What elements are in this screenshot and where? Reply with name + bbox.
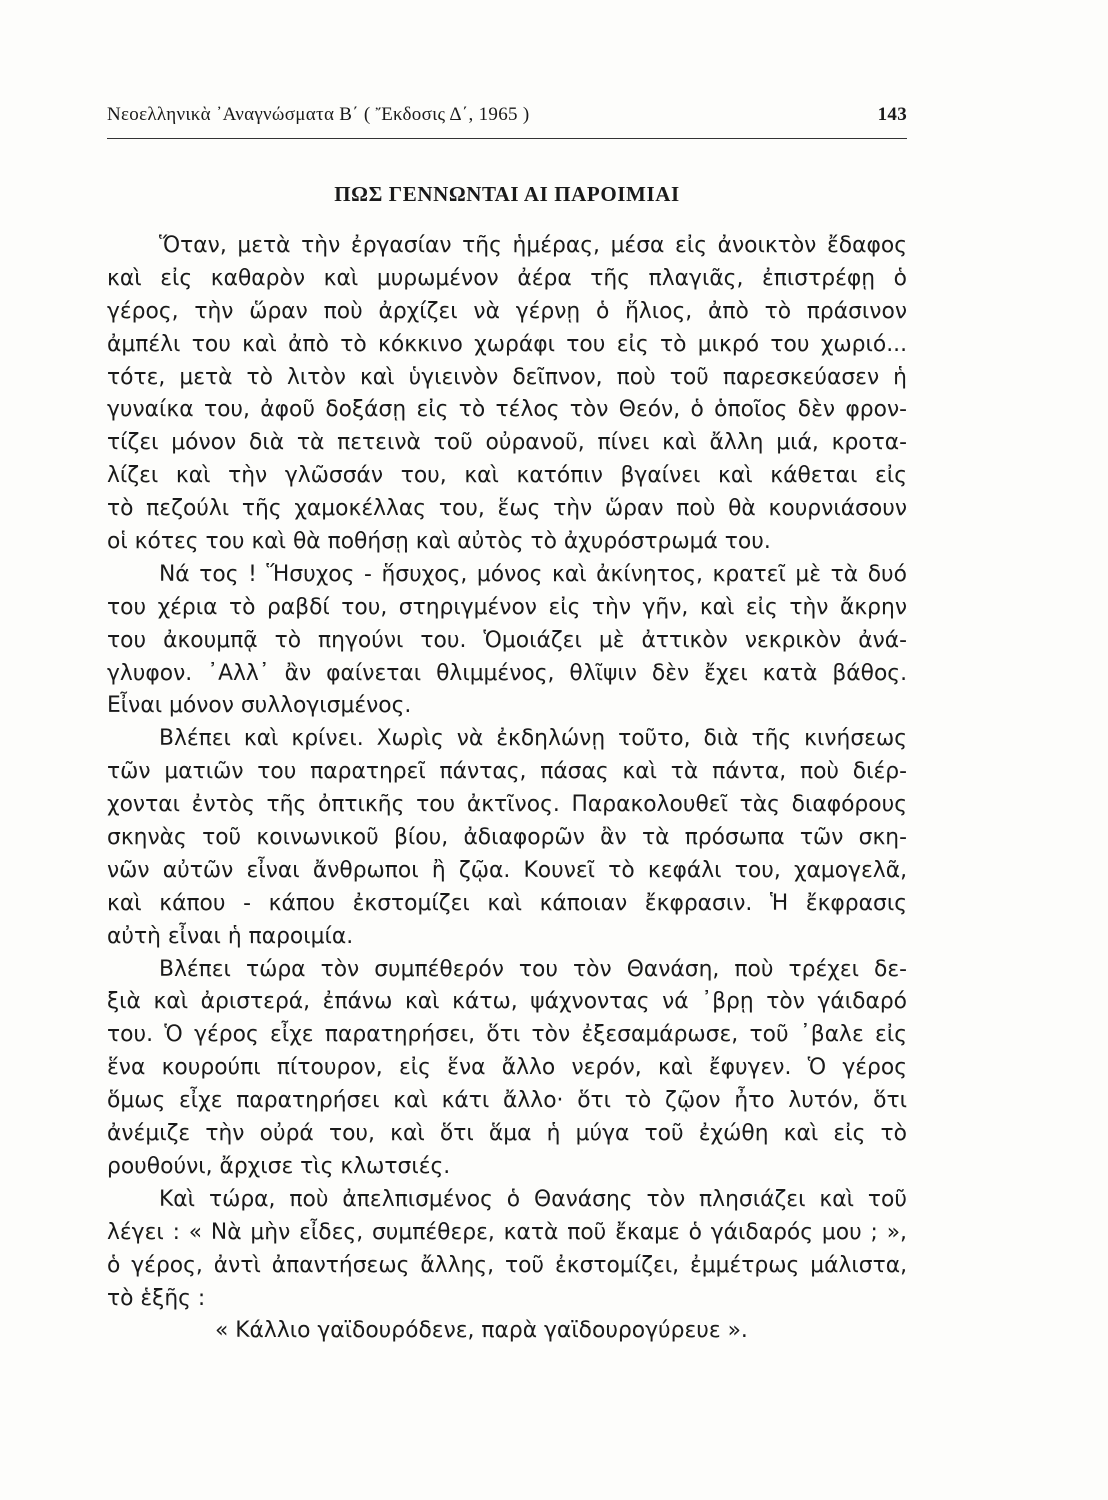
text-line: γλυφον. ᾿Αλλ᾿ ἂν φαίνεται θλιμμένος, θλῖψιν δὲν ἔχει κατὰ βάθος.	[107, 660, 907, 686]
text-line: Εἶναι μόνον συλλογισμένος.	[107, 693, 412, 719]
text-line: χονται ἐντὸς τῆς ὀπτικῆς του ἀκτῖνος. Παρακολουθεῖ τὰς διαφόρους	[107, 792, 907, 818]
text-line: Βλέπει καὶ κρίνει. Χωρὶς νὰ ἐκδηλώνῃ τοῦτο, διὰ τῆς κινήσεως	[159, 726, 907, 752]
text-line: αὐτὴ εἶναι ἡ παροιμία.	[107, 923, 354, 949]
text-line: Νά τος ! Ἥσυχος - ἥσυχος, μόνος καὶ ἀκίνητος, κρατεῖ μὲ τὰ δυό	[159, 561, 907, 587]
text-line: καὶ εἰς καθαρὸν καὶ μυρωμένον ἀέρα τῆς πλαγιᾶς, ἐπιστρέφῃ ὁ	[107, 265, 907, 291]
text-line: τίζει μόνον διὰ τὰ πετεινὰ τοῦ οὐρανοῦ, πίνει καὶ ἄλλη μιά, κροτα-	[107, 430, 907, 456]
text-line: του. Ὁ γέρος εἶχε παρατηρήσει, ὅτι τὸν ἐξεσαμάρωσε, τοῦ ᾿βαλε εἰς	[107, 1022, 907, 1048]
page-number: 143	[877, 104, 907, 125]
text-line: καὶ κάπου - κάπου ἐκστομίζει καὶ κάποιαν ἔκφρασιν. Ἡ ἔκφρασις	[107, 890, 907, 916]
text-line: Καὶ τώρα, ποὺ ἀπελπισμένος ὁ Θανάσης τὸν πλησιάζει καὶ τοῦ	[159, 1186, 907, 1212]
text-line: σκηνὰς τοῦ κοινωνικοῦ βίου, ἀδιαφορῶν ἂν τὰ πρόσωπα τῶν σκη-	[107, 825, 907, 851]
header-rule	[107, 138, 907, 139]
text-line: του ἀκουμπᾷ τὸ πηγούνι του. Ὁμοιάζει μὲ ἀττικὸν νεκρικὸν ἀνά-	[107, 627, 907, 653]
text-line: λίζει καὶ τὴν γλῶσσάν του, καὶ κατόπιν βγαίνει καὶ κάθεται εἰς	[107, 463, 907, 489]
body-text	[107, 230, 907, 1348]
text-line: ὁ γέρος, ἀντὶ ἀπαντήσεως ἄλλης, τοῦ ἐκστομίζει, ἐμμέτρως μάλιστα,	[107, 1252, 907, 1278]
text-line: οἱ κότες του καὶ θὰ ποθήσῃ καὶ αὐτὸς τὸ ἀχυρόστρωμά του.	[107, 529, 771, 555]
running-title: Νεοελληνικὰ ᾿Αναγνώσματα Β΄ ( Ἔκδοσις Δ΄, 1965 )	[107, 104, 530, 125]
text-line: λέγει : « Νὰ μὴν εἶδες, συμπέθερε, κατὰ ποῦ ἔκαμε ὁ γάιδαρός μου ; »,	[107, 1219, 907, 1245]
text-line: ἀνέμιζε τὴν οὐρά του, καὶ ὅτι ἅμα ἡ μύγα τοῦ ἐχώθη καὶ εἰς τὸ	[107, 1121, 907, 1147]
text-line: τῶν ματιῶν του παρατηρεῖ πάντας, πάσας καὶ τὰ πάντα, ποὺ διέρ-	[107, 759, 907, 785]
text-line: ὅμως εἶχε παρατηρήσει καὶ κάτι ἄλλο· ὅτι τὸ ζῷον ἦτο λυτόν, ὅτι	[107, 1088, 907, 1114]
text-line: ἀμπέλι του καὶ ἀπὸ τὸ κόκκινο χωράφι του εἰς τὸ μικρό του χωριό...	[107, 331, 907, 357]
text-line: γυναίκα του, ἀφοῦ δοξάσῃ εἰς τὸ τέλος τὸν Θεόν, ὁ ὁποῖος δὲν φρον-	[107, 397, 907, 423]
text-line: τὸ ἑξῆς :	[107, 1285, 206, 1311]
text-line: ξιὰ καὶ ἀριστερά, ἐπάνω καὶ κάτω, ψάχνοντας νά ᾿βρῃ τὸν γάιδαρό	[107, 989, 907, 1015]
text-line: του χέρια τὸ ραβδί του, στηριγμένον εἰς τὴν γῆν, καὶ εἰς τὴν ἄκρην	[107, 594, 907, 620]
text-line: Βλέπει τώρα τὸν συμπέθερόν του τὸν Θανάση, ποὺ τρέχει δε-	[159, 956, 907, 982]
proverb-quote: « Κάλλιο γαϊδουρόδενε, παρὰ γαϊδουρογύρευε ».	[215, 1318, 748, 1344]
text-line: ρουθούνι, ἄρχισε τὶς κλωτσιές.	[107, 1153, 451, 1179]
running-header	[107, 104, 907, 134]
chapter-title: ΠΩΣ ΓΕΝΝΩΝΤΑΙ ΑΙ ΠΑΡΟΙΜΙΑΙ	[334, 182, 680, 206]
text-line: γέρος, τὴν ὥραν ποὺ ἀρχίζει νὰ γέρνῃ ὁ ἥλιος, ἀπὸ τὸ πράσινον	[107, 298, 907, 324]
text-line: νῶν αὐτῶν εἶναι ἄνθρωποι ἢ ζῷα. Κουνεῖ τὸ κεφάλι του, χαμογελᾶ,	[107, 857, 907, 883]
text-line: τὸ πεζούλι τῆς χαμοκέλλας του, ἕως τὴν ὥραν ποὺ θὰ κουρνιάσουν	[107, 496, 907, 522]
text-line: ἕνα κουρούπι πίτουρον, εἰς ἕνα ἄλλο νερόν, καὶ ἔφυγεν. Ὁ γέρος	[107, 1055, 907, 1081]
text-line: Ὅταν, μετὰ τὴν ἐργασίαν τῆς ἡμέρας, μέσα εἰς ἀνοικτὸν ἔδαφος	[159, 233, 907, 258]
text-line: τότε, μετὰ τὸ λιτὸν καὶ ὑγιεινὸν δεῖπνον, ποὺ τοῦ παρεσκεύασεν ἡ	[107, 364, 907, 390]
